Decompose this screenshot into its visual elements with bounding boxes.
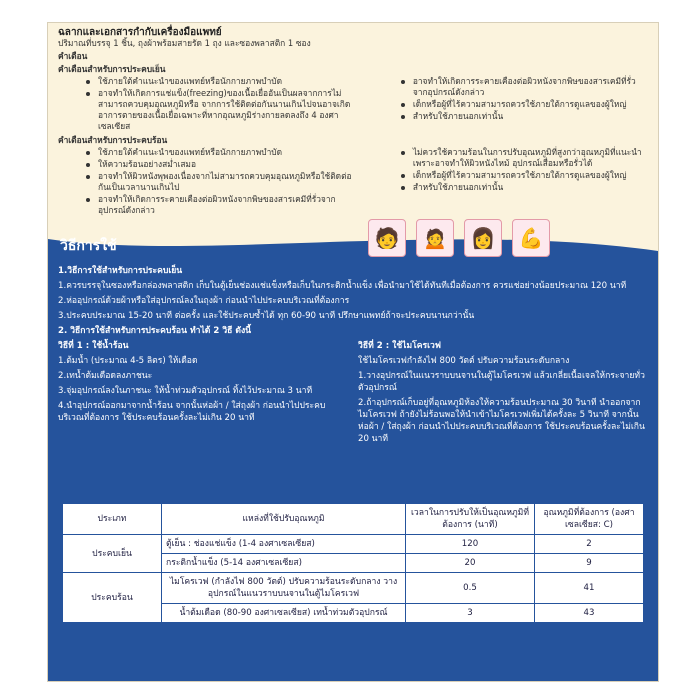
- source-cell: น้ำต้มเดือด (80-90 องศาเซลเซียส) เทน้ำท่วมตัวอุปกรณ์: [162, 604, 406, 623]
- cold-warning-heading: คำเตือนสำหรับการประคบเย็น: [58, 64, 166, 74]
- hot-type-cell: ประคบร้อน: [63, 573, 162, 623]
- temp-cell: 41: [535, 573, 644, 604]
- method2-step: 2.ถ้าอุปกรณ์เก็บอยู่ที่อุณหภูมิห้องให้ความร้อนประมาณ 30 วินาที นำออกจากไมโครเวฟ ถ้ายังไม่ร้อนพอให้นำเข้าไมโครเวฟเพิ่มได้ครั้งละ 5 วินาที จากนั้นห่อผ้า / ใส่ถุงผ้า ก่อนนำไปประคบบริเวณที่ต้องการ ใช้ประคบร้อนครั้งละไม่เกิน 20 นาที: [358, 398, 645, 444]
- warnings-section: [48, 23, 658, 238]
- usage-title: วิธีการใช้: [60, 238, 117, 254]
- head-cold-pack-icon: 🧑: [368, 219, 406, 257]
- hot-usage-heading: 2. วิธีการใช้สำหรับการประคบร้อน ทำได้ 2 วิธี ดังนี้: [58, 326, 252, 336]
- time-cell: 0.5: [406, 573, 535, 604]
- contents-line: ปริมาณที่บรรจุ 1 ชิ้น, ถุงผ้าพร้อมสายรัด 1 ถุง และซองพลาสติก 1 ซอง: [58, 38, 311, 48]
- cold-step: 1.ควรบรรจุในซองหรือกล่องพลาสติก เก็บในตู้เย็นช่องแช่แข็งหรือเก็บในกระติกน้ำแข็ง เพื่อนำมาใช้ได้ทันทีเมื่อต้องการ ควรแช่อย่างน้อยประมาณ 120 นาที: [58, 281, 627, 291]
- time-cell: 120: [406, 535, 535, 554]
- time-cell: 20: [406, 554, 535, 573]
- usage-section: [48, 257, 658, 681]
- table-row: [63, 573, 644, 604]
- method2-title: วิธีที่ 2 : ใช้ไมโครเวฟ: [358, 341, 441, 351]
- method1-step: 1.ต้มน้ำ (ประมาณ 4-5 ลิตร) ให้เดือด: [58, 356, 198, 366]
- source-cell: ตู้เย็น : ช่องแช่แข็ง (1-4 องศาเซลเซียส): [162, 535, 406, 554]
- temperature-table: [62, 503, 644, 623]
- cold-warning-item: ใช้ภายใต้คำแนะนำของแพทย์หรือนักกายภาพบำบัด: [98, 76, 353, 87]
- method1-step: 4.นำอุปกรณ์ออกมาจากน้ำร้อน จากนั้นห่อผ้า / ใส่ถุงผ้า ก่อนนำไปประคบบริเวณที่ต้องการ ใช้ประคบร้อนครั้งละไม่เกิน 20 นาที: [58, 401, 326, 423]
- cold-warning-item: อาจทำให้เกิดการระคายเคืองต่อผิวหนังจากพิษของสารเคมีที่รั่วจากอุปกรณ์ดังกล่าว: [413, 76, 648, 98]
- source-cell: ไมโครเวฟ (กำลังไฟ 800 วัตต์) ปรับความร้อนระดับกลาง วางอุปกรณ์ในแนวราบบนจานในตู้ไมโครเวฟ: [162, 573, 406, 604]
- package-back-label: [47, 22, 659, 682]
- hot-warning-item: สำหรับใช้ภายนอกเท่านั้น: [413, 182, 648, 193]
- source-cell: กระติกน้ำแข็ง (5-14 องศาเซลเซียส): [162, 554, 406, 573]
- cold-warning-item: เด็กหรือผู้ที่ไร้ความสามารถควรใช้ภายใต้การดูแลของผู้ใหญ่: [413, 99, 648, 110]
- usage-icons: [368, 219, 550, 257]
- hot-warning-item: ใช้ภายใต้คำแนะนำของแพทย์หรือนักกายภาพบำบัด: [98, 147, 353, 158]
- cold-warning-item: สำหรับใช้ภายนอกเท่านั้น: [413, 111, 648, 122]
- hot-warning-item: เด็กหรือผู้ที่ไร้ความสามารถควรใช้ภายใต้การดูแลของผู้ใหญ่: [413, 170, 648, 181]
- neck-pack-icon: 🙍: [416, 219, 454, 257]
- cold-step: 2.ห่ออุปกรณ์ด้วยผ้าหรือใส่อุปกรณ์ลงในถุงผ้า ก่อนนำไปประคบบริเวณที่ต้องการ: [58, 296, 350, 306]
- shoulder-pack-icon: 💪: [512, 219, 550, 257]
- warning-heading: คำเตือน: [58, 51, 88, 61]
- cold-warning-item: อาจทำให้เกิดการแช่แข็ง(freezing)ของเนื้อเยื่ออันเป็นผลจากการไม่สามารถควบคุมอุณหภูมิหรือ จากการใช้ติดต่อกันนานเกินไปจนอาจเกิดอาการตายของเนื้อเยื่อเฉพาะที่หากอุณหภูมิร่างกายลดลงถึง 4 องศาเซลเซียส: [98, 88, 353, 132]
- temp-cell: 2: [535, 535, 644, 554]
- hot-warning-heading: คำเตือนสำหรับการประคบร้อน: [58, 135, 168, 145]
- hot-warning-item: อาจทำให้ผิวหนังพุพองเนื่องจากไม่สามารถควบคุมอุณหภูมิหรือใช้ติดต่อกันเป็นเวลานานเกินไป: [98, 171, 352, 192]
- method1-step: 3.จุ่มอุปกรณ์ลงในภาชนะ ให้น้ำท่วมตัวอุปกรณ์ ทิ้งไว้ประมาณ 3 นาที: [58, 386, 313, 396]
- cold-type-cell: ประคบเย็น: [63, 535, 162, 573]
- hot-warning-item: ไม่ควรใช้ความร้อนในการปรับอุณหภูมิที่สูงกว่าอุณหภูมิที่แนะนำเพราะอาจทำให้ผิวหนังไหม้ อุปกรณ์เสื่อมหรือรั่วได้: [413, 147, 648, 169]
- temp-cell: 9: [535, 554, 644, 573]
- method1-step: 2.เทน้ำต้มเดือดลงภาชนะ: [58, 371, 153, 381]
- time-cell: 3: [406, 604, 535, 623]
- method1-title: วิธีที่ 1 : ใช้น้ำร้อน: [58, 341, 129, 351]
- hot-warning-item: ให้ความร้อนอย่างสม่ำเสมอ: [98, 159, 353, 170]
- chest-pack-icon: 👩: [464, 219, 502, 257]
- hot-warning-item: อาจทำให้เกิดการระคายเคืองต่อผิวหนังจากพิษของสารเคมีที่รั่วจากอุปกรณ์ดังกล่าว: [98, 194, 353, 216]
- temp-cell: 43: [535, 604, 644, 623]
- table-header: อุณหภูมิที่ต้องการ (องศาเซลเซียส: C): [535, 504, 644, 535]
- table-header-row: [63, 504, 644, 535]
- table-header: ประเภท: [63, 504, 162, 535]
- table-header: แหล่งที่ใช้ปรับอุณหภูมิ: [162, 504, 406, 535]
- label-title: ฉลากและเอกสารกำกับเครื่องมือแพทย์: [58, 27, 222, 38]
- cold-usage-heading: 1.วิธีการใช้สำหรับการประคบเย็น: [58, 266, 183, 276]
- method2-step: 1.วางอุปกรณ์ในแนวราบบนจานในตู้ไมโครเวฟ แล้วเกลี่ยเนื้อเจลให้กระจายทั่วตัวอุปกรณ์: [358, 371, 645, 393]
- cold-step: 3.ประคบประมาณ 15-20 นาที ต่อครั้ง และใช้ประคบซ้ำได้ ทุก 60-90 นาที ปรึกษาแพทย์ถ้าจะประคบนานกว่านั้น: [58, 311, 475, 321]
- table-row: [63, 535, 644, 554]
- table-header: เวลาในการปรับให้เป็นอุณหภูมิที่ต้องการ (นาที): [406, 504, 535, 535]
- method2-intro: ใช้ไมโครเวฟกำลังไฟ 800 วัตต์ ปรับความร้อนระดับกลาง: [358, 356, 570, 366]
